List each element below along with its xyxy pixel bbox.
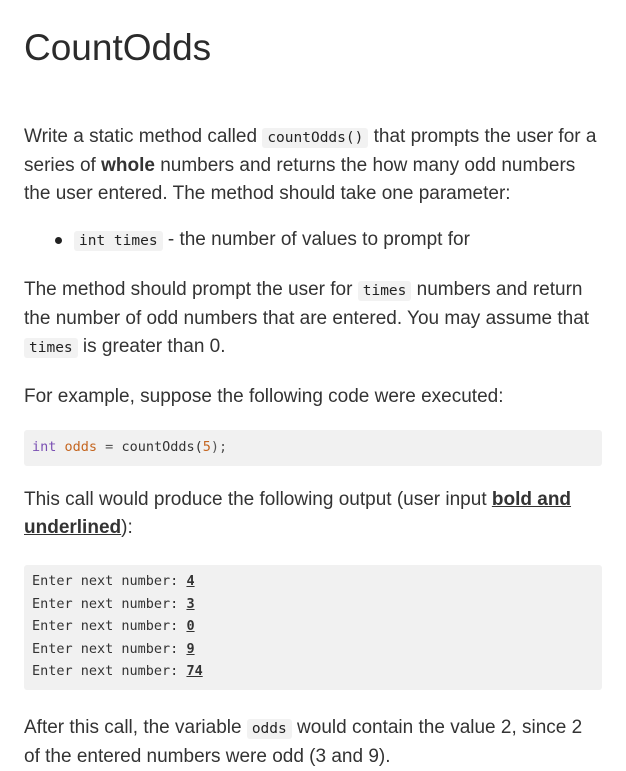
emphasis-text: bold and underlined	[24, 489, 572, 538]
times-code: times	[358, 281, 412, 301]
code-number: 5	[202, 439, 211, 455]
code-operator: =	[97, 439, 122, 455]
description-text: numbers and returns the how many odd numbers the user entered. The method should take one parameter:	[24, 155, 576, 204]
description-paragraph	[24, 123, 602, 208]
output-user-input: 4	[186, 573, 195, 589]
code-example-block	[24, 430, 602, 466]
conclusion-text: would contain the value 2, since 2 of the entered numbers were odd (3 and 9).	[24, 716, 583, 767]
code-function: countOdds(	[121, 439, 203, 455]
output-intro-text: ):	[121, 517, 133, 538]
output-prompt: Enter next number:	[32, 573, 187, 589]
parameter-list	[24, 226, 602, 255]
requirement-paragraph	[24, 276, 602, 362]
description-text: Write a static method called	[24, 126, 263, 147]
bold-word: whole	[101, 155, 155, 176]
code-variable: odds	[64, 439, 98, 455]
requirement-text: The method should prompt the user for	[24, 279, 358, 300]
requirement-text: numbers and return the number of odd numbers that are entered. You may assume that	[24, 279, 590, 329]
parameter-code: int times	[74, 231, 163, 251]
conclusion-paragraph	[24, 714, 602, 771]
conclusion-text: After this call, the variable	[24, 716, 247, 738]
output-line	[32, 638, 594, 661]
example-intro: For example, suppose the following code were executed:	[24, 386, 504, 407]
description-text: that prompts the user for a series of	[24, 126, 597, 176]
method-name-code: countOdds()	[262, 128, 368, 148]
output-prompt: Enter next number:	[32, 663, 187, 680]
bullet-icon	[55, 237, 62, 244]
output-block	[24, 565, 602, 690]
odds-code: odds	[247, 719, 292, 739]
code-keyword: int	[32, 439, 57, 455]
output-intro-text: This call would produce the following output (user input	[24, 489, 492, 510]
parameter-description: - the number of values to prompt for	[162, 229, 470, 250]
output-user-input: 74	[186, 663, 203, 680]
output-line	[32, 615, 594, 638]
page-title: CountOdds	[24, 27, 212, 68]
output-user-input: 0	[186, 618, 195, 635]
output-user-input: 9	[186, 640, 195, 657]
requirement-text: is greater than 0.	[77, 336, 226, 357]
output-intro	[24, 486, 602, 542]
output-user-input: 3	[186, 595, 195, 612]
output-prompt: Enter next number:	[32, 640, 187, 657]
output-prompt: Enter next number:	[32, 595, 187, 612]
times-code: times	[24, 338, 78, 358]
output-line	[32, 570, 594, 593]
output-prompt: Enter next number:	[32, 618, 187, 635]
parameter-item	[24, 226, 602, 255]
output-line	[32, 593, 594, 616]
code-punctuation: );	[210, 439, 228, 455]
output-line	[32, 660, 594, 683]
